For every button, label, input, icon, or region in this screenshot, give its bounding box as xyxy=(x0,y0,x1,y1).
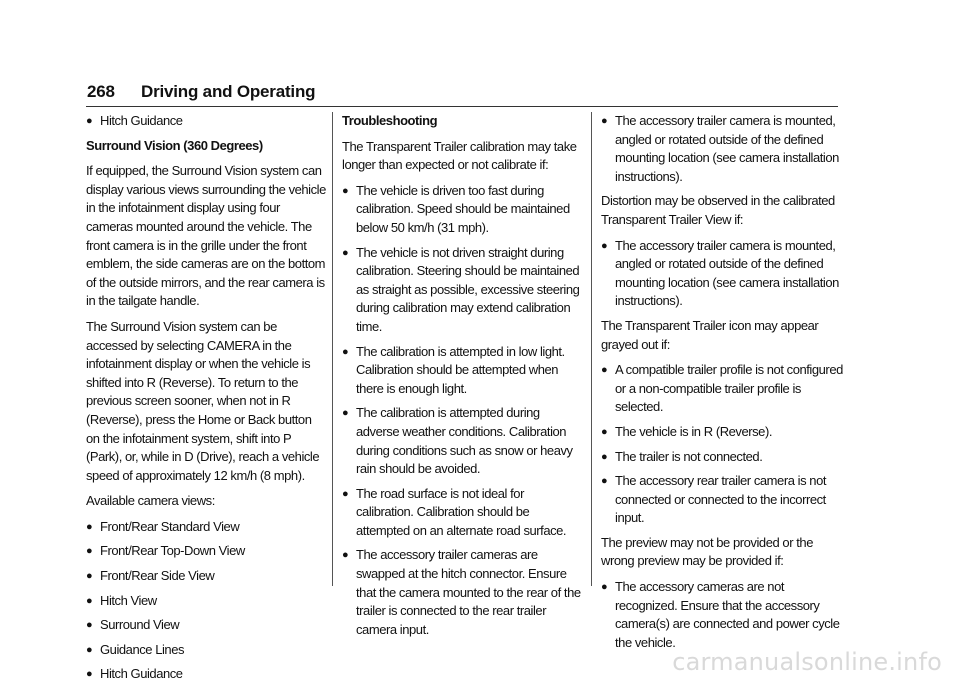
paragraph: Distortion may be observed in the calibrated Transparent Trailer View if: xyxy=(601,193,835,227)
section-title: Driving and Operating xyxy=(141,82,316,101)
bullet-icon: ● xyxy=(86,594,93,607)
bullet-icon: ● xyxy=(86,545,93,558)
column-2 xyxy=(342,112,584,645)
list-item: ● Front/Rear Standard View xyxy=(86,518,326,537)
bullet-icon: ● xyxy=(342,487,349,500)
bullet-icon: ● xyxy=(601,425,608,438)
list-item: ● The accessory cameras are not recognized. Ensure that the accessory camera(s) are connected and power cycle the vehicle. xyxy=(601,579,840,650)
watermark: carmanualsonline.info xyxy=(672,648,942,676)
list-item: ● Hitch Guidance xyxy=(86,112,326,131)
bullet-icon: ● xyxy=(601,364,608,377)
list-item: ● The accessory trailer cameras are swapped at the hitch connector. Ensure that the camera mounted to the rear of the trailer is connected to the rear trailer camera input. xyxy=(342,547,581,637)
grayed-out-list xyxy=(601,361,844,528)
column-3 xyxy=(601,112,844,658)
page-number: 268 xyxy=(87,82,115,101)
list-item: ● The accessory trailer camera is mounted, angled or rotated outside of the defined mounting location (see camera installation instructions). xyxy=(601,237,839,309)
bullet-icon: ● xyxy=(342,246,349,259)
bullet-list xyxy=(601,112,844,186)
bullet-icon: ● xyxy=(342,549,349,562)
list-item: ● Hitch Guidance xyxy=(86,665,326,684)
bullet-icon: ● xyxy=(86,619,93,632)
bullet-icon: ● xyxy=(601,239,608,252)
subsection-heading: Surround Vision (360 Degrees) xyxy=(86,137,263,153)
list-item: ● Front/Rear Top-Down View xyxy=(86,542,326,561)
list-item: ● The trailer is not connected. xyxy=(601,448,844,467)
list-item: ● Surround View xyxy=(86,616,326,635)
list-item: ● A compatible trailer profile is not configured or a non-compatible trailer profile is selected. xyxy=(601,362,843,415)
bullet-icon: ● xyxy=(86,115,93,127)
list-item: ● The accessory rear trailer camera is not connected or connected to the incorrect input. xyxy=(601,473,827,526)
list-item: ● The vehicle is not driven straight during calibration. Steering should be maintained as straight as possible, excessive steering during calibration may extend calibration time. xyxy=(342,244,580,334)
page-header xyxy=(86,82,838,107)
bullet-icon: ● xyxy=(601,581,608,594)
paragraph: The Transparent Trailer icon may appear grayed out if: xyxy=(601,317,819,352)
paragraph: The Transparent Trailer calibration may take longer than expected or not calibrate if: xyxy=(342,138,577,173)
camera-views-list xyxy=(86,518,326,684)
subsection-heading: Troubleshooting xyxy=(342,113,438,128)
preview-list xyxy=(601,578,844,652)
list-item: ● Hitch View xyxy=(86,592,326,611)
list-item: ● The calibration is attempted during adverse weather conditions. Calibration during conditions such as snow or heavy rain should be avoided. xyxy=(342,405,573,477)
bullet-icon: ● xyxy=(86,520,93,533)
bullet-icon: ● xyxy=(601,115,608,127)
list-item: ● The accessory trailer camera is mounted, angled or rotated outside of the defined mounting location (see camera installation instructions). xyxy=(601,113,839,184)
list-item: ● The road surface is not ideal for calibration. Calibration should be attempted on an alternate road surface. xyxy=(342,485,567,538)
distortion-list xyxy=(601,237,844,311)
column-divider xyxy=(591,112,592,586)
list-item: ● The vehicle is driven too fast during calibration. Speed should be maintained below 50 km/h (31 mph). xyxy=(342,182,570,235)
bullet-icon: ● xyxy=(601,475,608,488)
paragraph: The preview may not be provided or the wrong preview may be provided if: xyxy=(601,534,813,569)
troubleshooting-list xyxy=(342,182,584,640)
bullet-icon: ● xyxy=(342,407,349,420)
bullet-icon: ● xyxy=(86,668,93,681)
bullet-list xyxy=(86,112,326,131)
bullet-icon: ● xyxy=(601,450,608,463)
list-item: ● Guidance Lines xyxy=(86,641,326,660)
list-item: ● The calibration is attempted in low light. Calibration should be attempted when there is enough light. xyxy=(342,343,565,396)
list-item: ● Front/Rear Side View xyxy=(86,567,326,586)
bullet-icon: ● xyxy=(86,643,93,656)
paragraph: If equipped, the Surround Vision system can display various views surrounding the vehicle in the infotainment display using four cameras mounted around the vehicle. The front camera is in the grille under the front emblem, the side cameras are on the bottom of the outside mirrors, and the rear camera is in the tailgate handle. xyxy=(86,163,326,309)
bullet-icon: ● xyxy=(342,184,349,197)
paragraph: The Surround Vision system can be accessed by selecting CAMERA in the infotainment display or when the vehicle is shifted into R (Reverse). To return to the previous screen sooner, when not in R (Reverse), press the Home or Back button on the infotainment system, shift into P (Park), or, while in D (Drive), reach a vehicle speed of approximately 12 km/h (8 mph). xyxy=(86,318,320,483)
paragraph: Available camera views: xyxy=(86,493,215,509)
list-item: ● The vehicle is in R (Reverse). xyxy=(601,423,844,442)
bullet-icon: ● xyxy=(86,570,93,583)
column-divider xyxy=(332,112,333,586)
column-1 xyxy=(86,112,326,690)
bullet-icon: ● xyxy=(342,345,349,358)
